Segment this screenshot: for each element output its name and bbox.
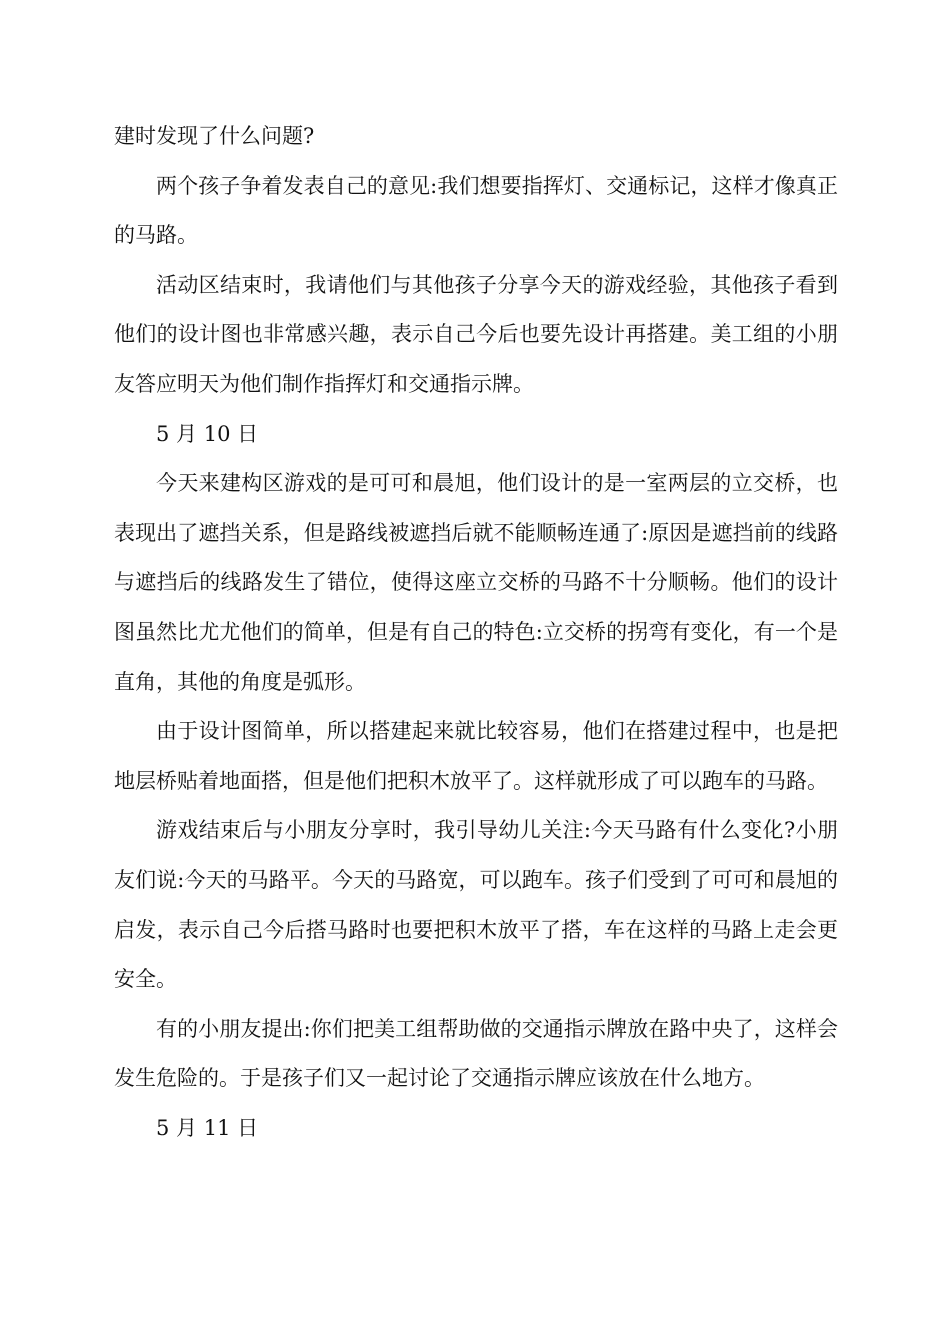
- paragraph-continuation: 建时发现了什么问题?: [114, 124, 315, 148]
- paragraph-sharing: 活动区结束时，我请他们与其他孩子分享今天的游戏经验，其他孩子看到他们的设计图也非常感兴趣，表示自己今后也要先设计再搭建。美工组的小朋友答应明天为他们制作指挥灯和交通指示牌。: [114, 272, 838, 396]
- paragraph-after-game: 游戏结束后与小朋友分享时，我引导幼儿关注:今天马路有什么变化?小朋友们说:今天的马路平。今天的马路宽，可以跑车。孩子们受到了可可和晨旭的启发，表示自己今后搭马路时也要把积木放平了搭，车在这样的马路上走会更安全。: [114, 818, 838, 992]
- paragraph-traffic-signs: 有的小朋友提出:你们把美工组帮助做的交通指示牌放在路中央了，这样会发生危险的。于是孩子们又一起讨论了交通指示牌应该放在什么地方。: [114, 1016, 838, 1091]
- date-heading-may-11: 5 月 11 日: [156, 1115, 259, 1140]
- paragraph-building-process: 由于设计图简单，所以搭建起来就比较容易，他们在搭建过程中，也是把地层桥贴着地面搭，但是他们把积木放平了。这样就形成了可以跑车的马路。: [114, 719, 838, 793]
- document-body: [114, 112, 838, 1153]
- paragraph-opinions: 两个孩子争着发表自己的意见:我们想要指挥灯、交通标记，这样才像真正的马路。: [114, 173, 838, 248]
- paragraph-overpass-design: 今天来建构区游戏的是可可和晨旭，他们设计的是一室两层的立交桥，也表现出了遮挡关系，但是路线被遮挡后就不能顺畅连通了:原因是遮挡前的线路与遮挡后的线路发生了错位，使得这座立交桥的马路不十分顺畅。他们的设计图虽然比尤尤他们的简单，但是有自己的特色:立交桥的拐弯有变化，有一个是直角，其他的角度是弧形。: [114, 471, 838, 694]
- date-heading-may-10: 5 月 10 日: [156, 421, 259, 446]
